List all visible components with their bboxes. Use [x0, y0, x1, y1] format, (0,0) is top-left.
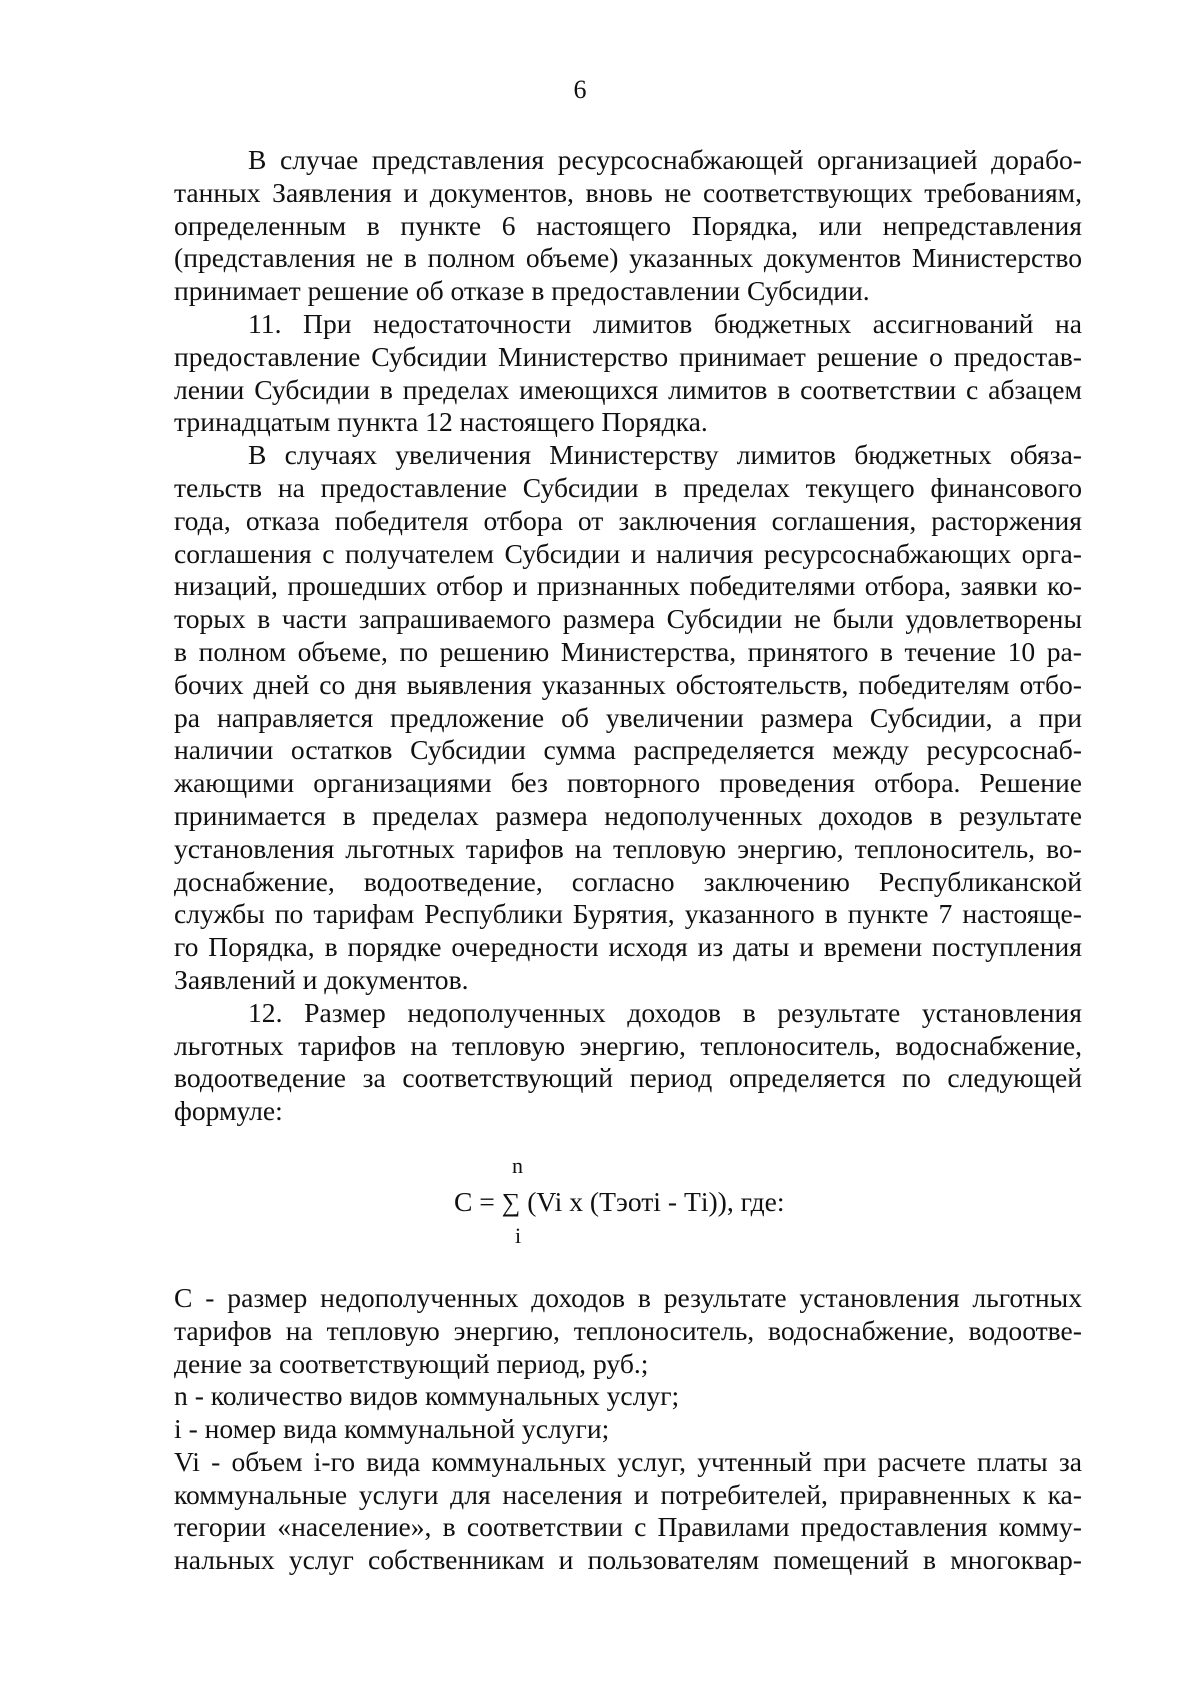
text-line: службы по тарифам Республики Бурятия, указанного в пункте 7 настояще- — [174, 898, 1082, 930]
text-line: В случаях увеличения Министерству лимитов бюджетных обяза- — [248, 439, 1082, 471]
definition-line: Vi - объем i-го вида коммунальных услуг, учтенный при расчете платы за — [174, 1445, 1082, 1477]
text-line: льготных тарифов на тепловую энергию, теплоноситель, водоснабжение, — [174, 1029, 1082, 1061]
text-line: формуле: — [174, 1095, 283, 1127]
text-line: года, отказа победителя отбора от заключения соглашения, расторжения — [174, 504, 1082, 536]
text-line: наличии остатков Субсидии сумма распределяется между ресурсоснаб- — [174, 734, 1082, 766]
text-line: доснабжение, водоотведение, согласно заключению Республиканской — [174, 865, 1082, 897]
sum-upper-limit: n — [512, 1152, 523, 1178]
formula-expression — [454, 1186, 785, 1219]
text-line: предоставление Субсидии Министерство принимает решение о предостав- — [174, 340, 1082, 372]
text-line: соглашения с получателем Субсидии и наличия ресурсоснабжающих орга- — [174, 537, 1082, 569]
formula-body: (Vi x (Тэотi - Тi)), где: — [520, 1185, 785, 1217]
definition-line: дение за соответствующий период, руб.; — [174, 1347, 649, 1379]
text-line: принимает решение об отказе в предоставлении Субсидии. — [174, 275, 870, 307]
definition-line: коммунальные услуги для населения и потребителей, приравненных к ка- — [174, 1478, 1082, 1510]
definition-line: тарифов на тепловую энергию, теплоноситель, водоснабжение, водоотве- — [174, 1314, 1082, 1346]
text-line: Заявлений и документов. — [174, 963, 469, 995]
sum-lower-limit: i — [515, 1222, 522, 1248]
document-body — [174, 144, 1082, 1577]
paragraph-refusal — [174, 144, 1082, 308]
text-line: торых в части запрашиваемого размера Субсидии не были удовлетворены — [174, 603, 1082, 635]
text-line: установления льготных тарифов на тепловую энергию, теплоноситель, во- — [174, 832, 1082, 864]
paragraph-limits-increase — [174, 439, 1082, 997]
definition-line: n - количество видов коммунальных услуг; — [174, 1380, 680, 1412]
sum-sign: ∑ — [501, 1187, 521, 1217]
text-line: определенным в пункте 6 настоящего Порядка, или непредставления — [174, 209, 1082, 241]
formula — [174, 1150, 1082, 1258]
text-line: принимается в пределах размера недополученных доходов в результате — [174, 799, 1082, 831]
text-line: тринадцатым пункта 12 настоящего Порядка. — [174, 406, 708, 438]
text-line: лении Субсидии в пределах имеющихся лимитов в соответствии с абзацем — [174, 373, 1082, 405]
page-number: 6 — [573, 75, 587, 104]
definition-line: тегории «население», в соответствии с Правилами предоставления комму- — [174, 1511, 1082, 1543]
definition-line: i - номер вида коммунальной услуги; — [174, 1413, 610, 1445]
definitions-list — [174, 1282, 1082, 1577]
text-line: (представления не в полном объеме) указанных документов Министерство — [174, 242, 1082, 274]
text-line: бочих дней со дня выявления указанных обстоятельств, победителям отбо- — [174, 668, 1082, 700]
definition-line: С - размер недополученных доходов в результате установления льготных — [174, 1281, 1082, 1313]
text-line: го Порядка, в порядке очередности исходя из даты и времени поступления — [174, 931, 1082, 963]
text-line: водоотведение за соответствующий период определяется по следующей — [174, 1062, 1082, 1094]
formula-lhs: С = — [454, 1185, 502, 1217]
paragraph-11 — [174, 308, 1082, 439]
text-line: ра направляется предложение об увеличении размера Субсидии, а при — [174, 701, 1082, 733]
text-line: 12. Размер недополученных доходов в результате установления — [248, 996, 1082, 1028]
text-line: жающими организациями без повторного проведения отбора. Решение — [174, 767, 1082, 799]
text-line: 11. При недостаточности лимитов бюджетных ассигнований на — [248, 307, 1082, 339]
definition-line: нальных услуг собственникам и пользователям помещений в многоквар- — [174, 1544, 1082, 1576]
text-line: в полном объеме, по решению Министерства, принятого в течение 10 ра- — [174, 635, 1082, 667]
text-line: танных Заявления и документов, вновь не соответствующих требованиям, — [174, 176, 1082, 208]
text-line: низаций, прошедших отбор и признанных победителями отбора, заявки ко- — [174, 570, 1082, 602]
text-line: В случае представления ресурсоснабжающей организацией дорабо- — [248, 144, 1082, 175]
paragraph-12 — [174, 997, 1082, 1128]
text-line: тельств на предоставление Субсидии в пределах текущего финансового — [174, 471, 1082, 503]
